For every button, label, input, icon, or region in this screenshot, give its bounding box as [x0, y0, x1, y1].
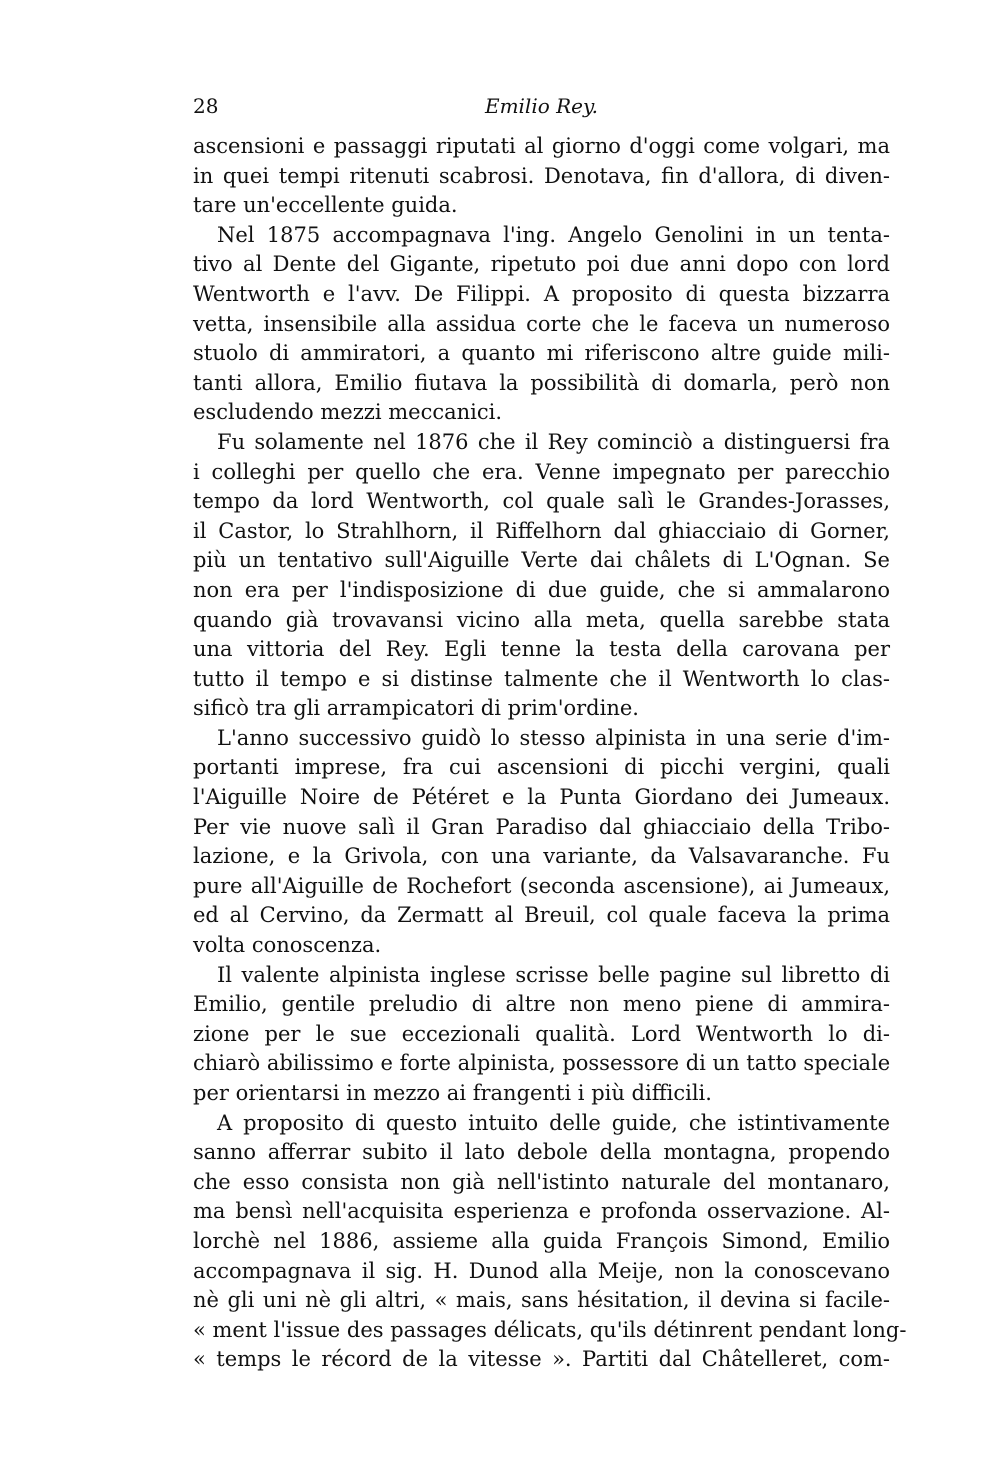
- text-line: ascensioni e passaggi riputati al giorno d'oggi come volgari, ma: [193, 134, 890, 158]
- text-line: stuolo di ammiratori, a quanto mi riferiscono altre guide mili-: [193, 341, 890, 366]
- text-line: Il valente alpinista inglese scrisse belle pagine sul libretto di: [217, 962, 890, 987]
- text-line: lorchè nel 1886, assieme alla guida François Simond, Emilio: [193, 1228, 890, 1253]
- text-line: portanti imprese, fra cui ascensioni di picchi vergini, quali: [193, 755, 890, 780]
- text-line: i colleghi per quello che era. Venne impegnato per parecchio: [193, 459, 890, 484]
- text-line: in quei tempi ritenuti scabrosi. Denotava, fin d'allora, di diven-: [193, 163, 890, 188]
- text-line: non era per l'indisposizione di due guide, che si ammalarono: [193, 577, 890, 602]
- text-line: più un tentativo sull'Aiguille Verte dai châlets di L'Ognan. Se: [193, 548, 890, 573]
- page-number: 28: [193, 94, 219, 118]
- text-line: per orientarsi in mezzo ai frangenti i più difficili.: [193, 1081, 712, 1105]
- text-line: escludendo mezzi meccanici.: [193, 400, 503, 425]
- text-line: Wentworth e l'avv. De Filippi. A proposito di questa bizzarra: [193, 281, 890, 306]
- text-line: A proposito di questo intuito delle guide, che istintivamente: [217, 1110, 890, 1135]
- page-header: [193, 94, 890, 124]
- text-line: sificò tra gli arrampicatori di prim'ordine.: [193, 696, 639, 721]
- text-line: tare un'eccellente guida.: [193, 193, 458, 218]
- text-line: Per vie nuove salì il Gran Paradiso dal ghiacciaio della Tribo-: [193, 814, 890, 839]
- paragraph: [193, 221, 890, 428]
- text-line: Fu solamente nel 1876 che il Rey cominciò a distinguersi fra: [217, 429, 890, 454]
- paragraph: [193, 724, 890, 961]
- text-line: tutto il tempo e si distinse talmente che il Wentworth lo clas-: [193, 666, 890, 691]
- text-line: tivo al Dente del Gigante, ripetuto poi due anni dopo con lord: [193, 252, 890, 277]
- page-body: [193, 132, 907, 1375]
- text-line: chiarò abilissimo e forte alpinista, possessore di un tatto speciale: [193, 1051, 891, 1076]
- text-line: una vittoria del Rey. Egli tenne la testa della carovana per: [193, 637, 890, 662]
- text-line: nè gli uni nè gli altri, « mais, sans hésitation, il devina si facile-: [193, 1288, 890, 1313]
- text-line: sanno afferrar subito il lato debole della montagna, propendo: [193, 1140, 890, 1165]
- text-line: Emilio, gentile preludio di altre non meno piene di ammira-: [193, 992, 890, 1017]
- text-line: L'anno successivo guidò lo stesso alpinista in una serie d'im-: [217, 725, 890, 750]
- text-line: tempo da lord Wentworth, col quale salì le Grandes-Jorasses,: [193, 489, 890, 514]
- text-line: accompagnava il sig. H. Dunod alla Meije, non la conoscevano: [193, 1258, 890, 1283]
- text-line: pure all'Aiguille de Rochefort (seconda ascensione), ai Jumeaux,: [193, 873, 890, 898]
- text-line: quando già trovavansi vicino alla meta, quella sarebbe stata: [193, 607, 890, 632]
- text-line: volta conoscenza.: [193, 933, 382, 958]
- text-line: « ment l'issue des passages délicats, qu'ils détinrent pendant long-: [193, 1317, 907, 1342]
- text-line: che esso consista non già nell'istinto naturale del montanaro,: [193, 1169, 890, 1194]
- text-line: lazione, e la Grivola, con una variante, da Valsavaranche. Fu: [193, 844, 890, 869]
- running-title: Emilio Rey.: [484, 94, 599, 118]
- text-line: il Castor, lo Strahlhorn, il Riffelhorn dal ghiacciaio di Gorner,: [193, 518, 890, 543]
- paragraph: [193, 961, 890, 1109]
- text-line: « temps le récord de la vitesse ». Partiti dal Châtelleret, com-: [193, 1347, 890, 1372]
- paragraph: [193, 132, 890, 221]
- text-line: zione per le sue eccezionali qualità. Lord Wentworth lo di-: [193, 1021, 890, 1046]
- text-line: ed al Cervino, da Zermatt al Breuil, col quale faceva la prima: [193, 903, 890, 928]
- text-line: vetta, insensibile alla assidua corte che le faceva un numeroso: [193, 311, 890, 336]
- text-line: tanti allora, Emilio fiutava la possibilità di domarla, però non: [193, 370, 890, 395]
- paragraph: [193, 428, 890, 724]
- text-line: ma bensì nell'acquisita esperienza e profonda osservazione. Al-: [193, 1199, 890, 1224]
- text-line: Nel 1875 accompagnava l'ing. Angelo Genolini in un tenta-: [217, 222, 890, 247]
- paragraph: [193, 1109, 907, 1375]
- text-line: l'Aiguille Noire de Pétéret e la Punta Giordano dei Jumeaux.: [193, 785, 890, 810]
